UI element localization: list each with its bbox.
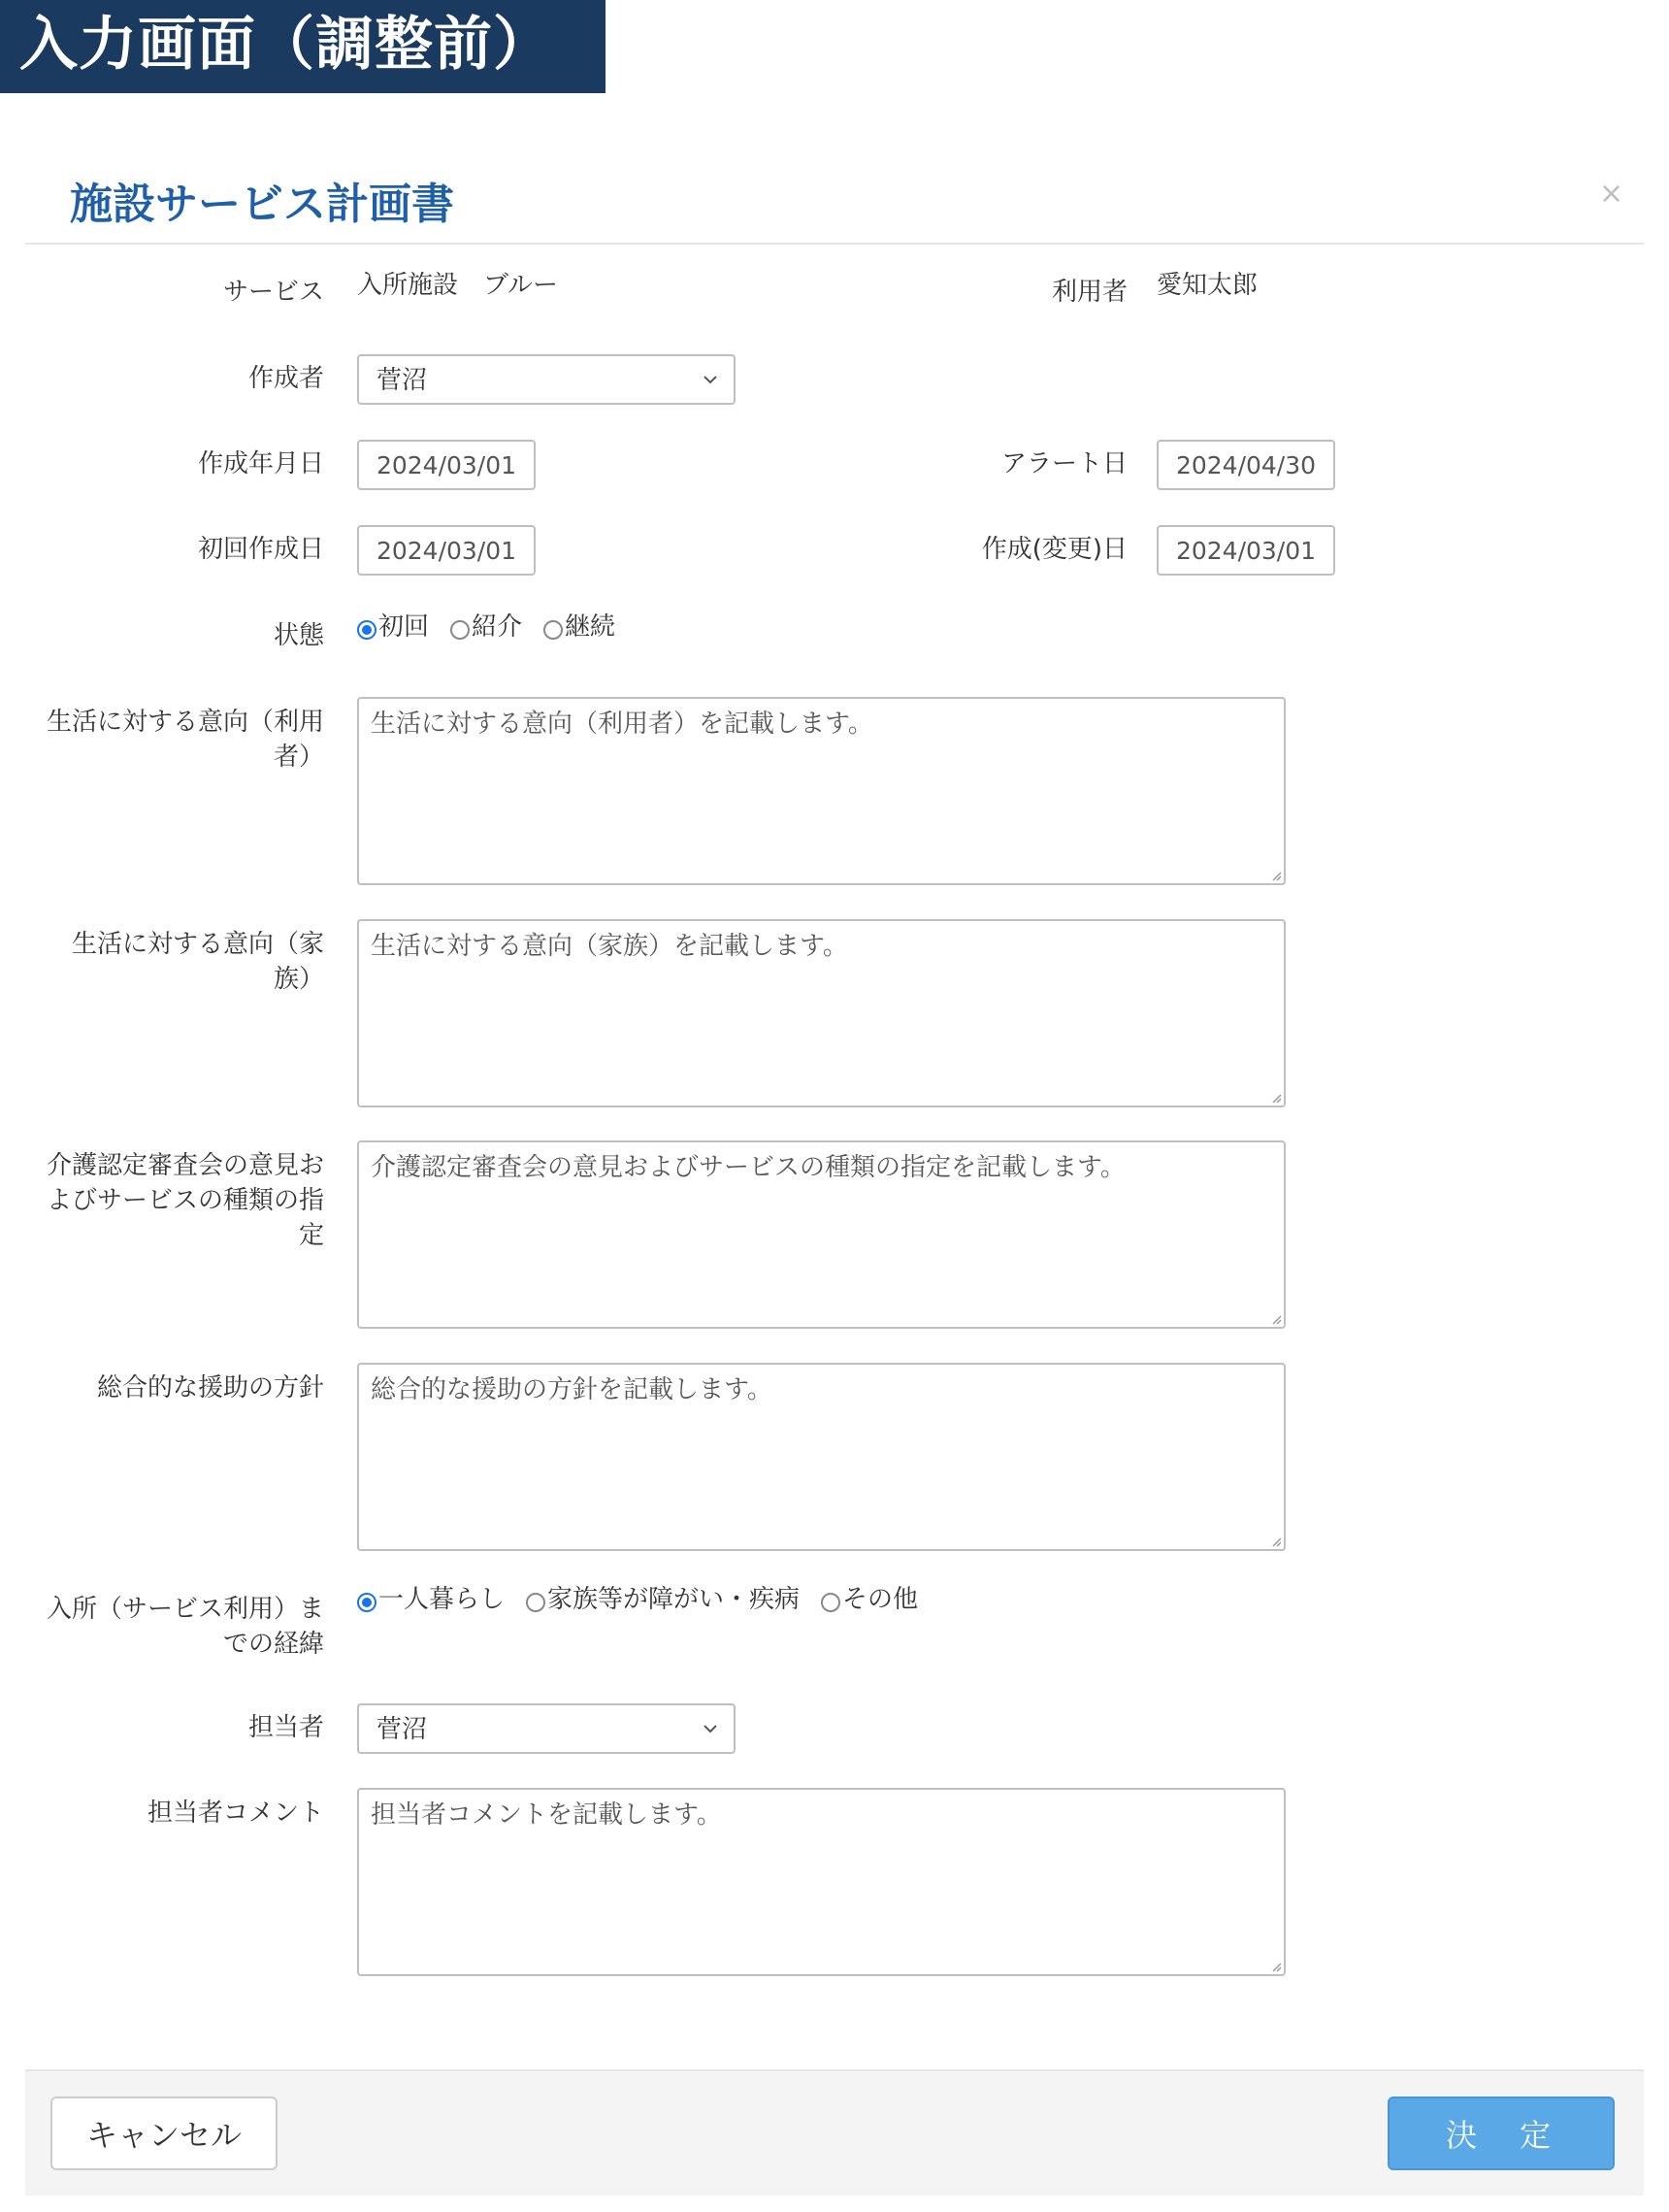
creator-label: 作成者 [247,364,324,393]
alert-date-label: アラート日 [1000,449,1128,479]
chevron-down-icon [699,1717,722,1740]
user-label: 利用者 [1051,278,1128,307]
background-option-other[interactable] [821,1582,918,1617]
admission-background-label: 入所（サービス利用）までの経緯 [46,1595,324,1659]
status-option-first[interactable] [357,610,429,644]
radio-icon[interactable] [450,620,470,640]
status-option-referral[interactable] [450,610,522,644]
resize-handle-icon[interactable] [1268,1959,1282,1972]
resize-handle-icon[interactable] [1268,1534,1282,1547]
changed-date-value: 2024/03/01 [1175,537,1317,565]
service-label: サービス [222,278,324,307]
background-option-alone[interactable] [357,1582,505,1617]
staff-select[interactable] [357,1703,736,1754]
submit-button-label: 決 定 [1445,2117,1556,2154]
first-created-date-value: 2024/03/01 [376,537,517,565]
support-policy-label: 総合的な援助の方針 [96,1373,324,1403]
status-option-label: 継続 [565,612,616,642]
header-divider [25,243,1644,245]
cancel-button[interactable] [50,2096,278,2170]
status-option-continuing[interactable] [543,610,615,644]
radio-selected-icon[interactable] [357,1593,376,1612]
chevron-down-icon [699,368,722,391]
created-date-label: 作成年月日 [197,449,324,479]
user-value: 愛知太郎 [1157,271,1259,300]
resize-handle-icon[interactable] [1268,1090,1282,1104]
created-date-input[interactable] [357,440,536,490]
intent-user-placeholder: 生活に対する意向（利用者）を記載します。 [371,710,873,739]
intent-user-textarea[interactable] [357,697,1286,885]
intent-family-placeholder: 生活に対する意向（家族）を記載します。 [371,932,848,961]
changed-date-label: 作成(変更)日 [981,535,1128,564]
service-value: 入所施設 ブルー [357,271,558,300]
cancel-button-label: キャンセル [85,2117,242,2154]
support-policy-placeholder: 総合的な援助の方針を記載します。 [371,1375,772,1404]
support-policy-textarea[interactable] [357,1363,1286,1551]
created-date-value: 2024/03/01 [376,451,517,479]
committee-opinion-placeholder: 介護認定審査会の意見およびサービスの種類の指定を記載します。 [371,1153,1126,1182]
modal-title: 施設サービス計画書 [70,180,454,229]
intent-family-label: 生活に対する意向（家族） [71,930,324,994]
staff-comment-placeholder: 担当者コメントを記載します。 [371,1800,722,1830]
background-option-label: その他 [842,1585,919,1614]
intent-user-label: 生活に対する意向（利用者） [46,708,324,772]
creator-select-value: 菅沼 [376,366,428,395]
banner-title: 入力画面（調整前） [19,11,552,79]
status-radio-group [357,610,637,644]
resize-handle-icon[interactable] [1268,1311,1282,1325]
admission-background-radio-group [357,1582,939,1617]
background-option-label: 一人暮らし [378,1585,506,1614]
alert-date-value: 2024/04/30 [1175,451,1317,479]
staff-label: 担当者 [247,1713,324,1742]
staff-comment-label: 担当者コメント [147,1799,324,1828]
radio-icon[interactable] [543,620,563,640]
staff-select-value: 菅沼 [376,1715,428,1744]
radio-icon[interactable] [526,1593,545,1612]
intent-family-textarea[interactable] [357,919,1286,1107]
close-icon[interactable]: × [1599,177,1624,211]
creator-select[interactable] [357,354,736,405]
resize-handle-icon[interactable] [1268,868,1282,881]
first-created-date-input[interactable] [357,525,536,576]
status-option-label: 紹介 [472,612,523,642]
staff-comment-textarea[interactable] [357,1788,1286,1976]
status-option-label: 初回 [378,612,430,642]
radio-icon[interactable] [821,1593,840,1612]
alert-date-input[interactable] [1157,440,1335,490]
background-option-label: 家族等が障がい・疾病 [547,1585,801,1614]
radio-selected-icon[interactable] [357,620,376,640]
background-option-family-illness[interactable] [526,1582,800,1617]
committee-opinion-textarea[interactable] [357,1140,1286,1329]
submit-button[interactable] [1388,2096,1615,2170]
first-created-date-label: 初回作成日 [197,535,324,564]
page-banner [0,0,605,93]
committee-opinion-label: 介護認定審査会の意見およびサービスの種類の指定 [46,1151,324,1250]
changed-date-input[interactable] [1157,525,1335,576]
status-label: 状態 [273,621,324,650]
